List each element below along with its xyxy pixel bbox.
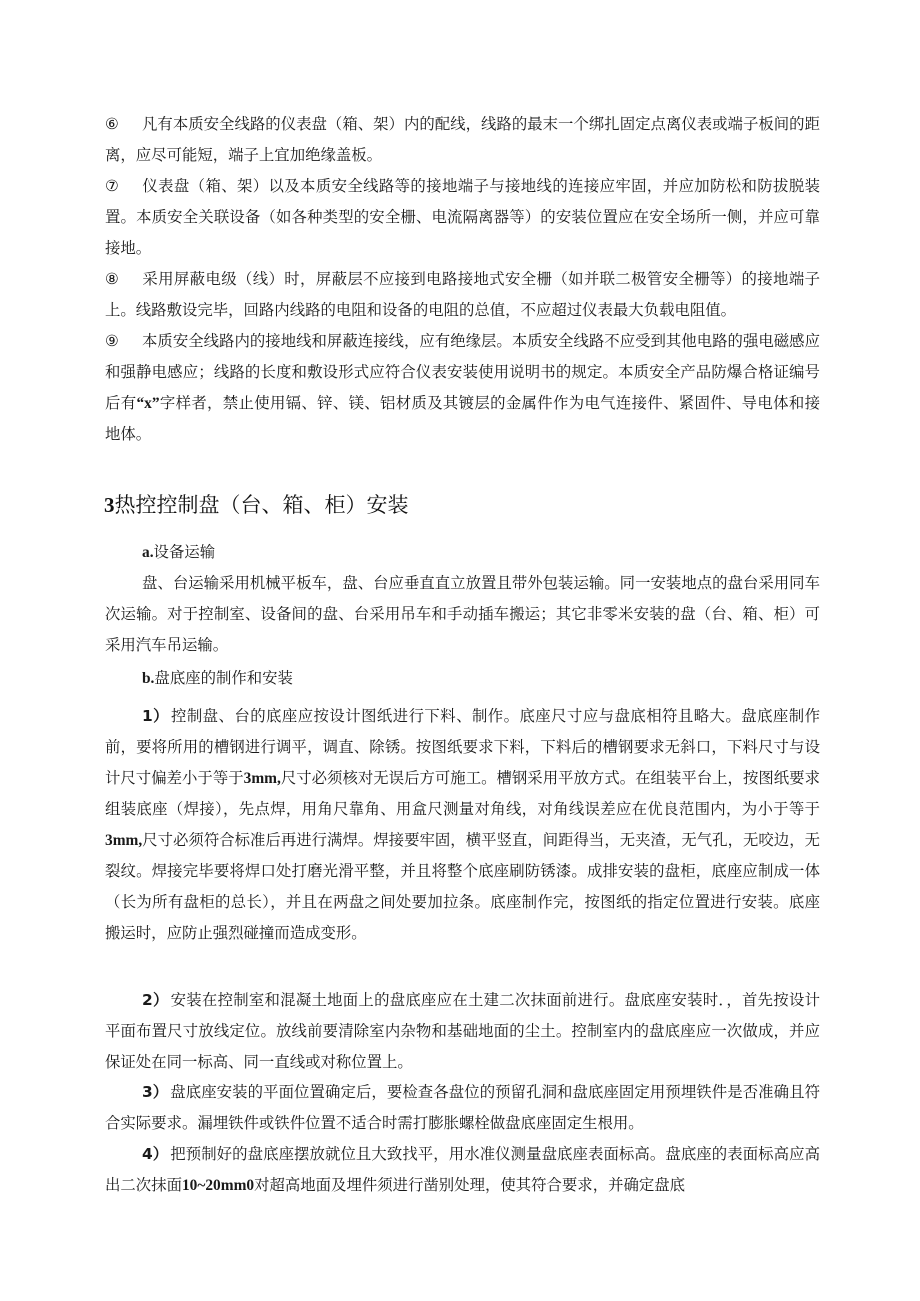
- paragraph-transport: 盘、台运输采用机械平板车，盘、台应垂直直立放置且带外包装运输。同一安装地点的盘台采用同车次运输。对于控制室、设备间的盘、台采用吊车和手动插车搬运；其它非零米安装的盘（台、箱、柜）可采用汽车吊运输。: [105, 574, 820, 654]
- section-heading: 3热控控制盘（台、箱、柜）安装: [104, 493, 409, 517]
- list-item: ⑧ 采用屏蔽电级（线）时，屏蔽层不应接到电路接地式安全栅（如并联二极管安全栅等）的接地端子上。线路敷设完毕，回路内线路的电阻和设备的电阻的总值，不应超过仪表最大负载电阻值。: [105, 270, 820, 319]
- subheading-b: b.盘底座的制作和安装: [142, 669, 293, 687]
- list-item: ⑦ 仪表盘（箱、架）以及本质安全线路等的接地端子与接地线的连接应牢固，并应加防松和防拔脱装置。本质安全关联设备（如各种类型的安全栅、电流隔离器等）的安装位置应在安全场所一侧，并应可靠接地。: [105, 177, 820, 257]
- step-1: 1） 控制盘、台的底座应按设计图纸进行下料、制作。底座尺寸应与盘底相符且略大。盘底座制作前，要将所用的槽钢进行调平，调直、除锈。按图纸要求下料，下料后的槽钢要求无斜口，下料尺寸与设计尺寸偏差小于等于3mm,尺寸必须核对无误后方可施工。槽钢采用平放方式。在组装平台上，按图纸要求组装底座（焊接），先点焊，用角尺靠角、用盒尺测量对角线，对角线误差应在优良范围内，为小于等于3mm,尺寸必须符合标准后再进行满焊。焊接要牢固，横平竖直，间距得当，无夹渣，无气孔，无咬边，无裂纹。焊接完毕要将焊口处打磨光滑平整，并且将整个底座刷防锈漆。成排安装的盘柜，底座应制成一体（长为所有盘柜的总长），并且在两盘之间处要加拉条。底座制作完，按图纸的指定位置进行安装。底座搬运时，应防止强烈碰撞而造成变形。: [105, 707, 820, 942]
- step-4: 4） 把预制好的盘底座摆放就位且大致找平，用水准仪测量盘底座表面标高。盘底座的表面标高应高出二次抹面10~20mm0对超高地面及埋件须进行凿别处理，使其符合要求，并确定盘底: [105, 1145, 820, 1194]
- list-item: ⑨ 本质安全线路内的接地线和屏蔽连接线，应有绝缘层。本质安全线路不应受到其他电路的强电磁感应和强静电感应；线路的长度和敷设形式应符合仪表安装使用说明书的规定。本质安全产品防爆合格证编号后有“x”字样者，禁止使用镉、锌、镁、铝材质及其镀层的金属件作为电气连接件、紧固件、导电体和接地体。: [105, 332, 820, 443]
- step-3: 3） 盘底座安装的平面位置确定后，要检查各盘位的预留孔洞和盘底座固定用预埋铁件是否准确且符合实际要求。漏埋铁件或铁件位置不适合时需打膨胀螺栓做盘底座固定生根用。: [105, 1083, 820, 1132]
- list-item: ⑥ 凡有本质安全线路的仪表盘（箱、架）内的配线，线路的最末一个绑扎固定点离仪表或端子板间的距离，应尽可能短，端子上宜加绝缘盖板。: [105, 115, 820, 164]
- step-2: 2） 安装在控制室和混凝土地面上的盘底座应在土建二次抹面前进行。盘底座安装时．，首先按设计平面布置尺寸放线定位。放线前要清除室内杂物和基础地面的尘土。控制室内的盘底座应一次做成，并应保证处在同一标高、同一直线或对称位置上。: [105, 991, 820, 1071]
- subheading-a: a.设备运输: [142, 543, 216, 561]
- item-list: [105, 109, 820, 450]
